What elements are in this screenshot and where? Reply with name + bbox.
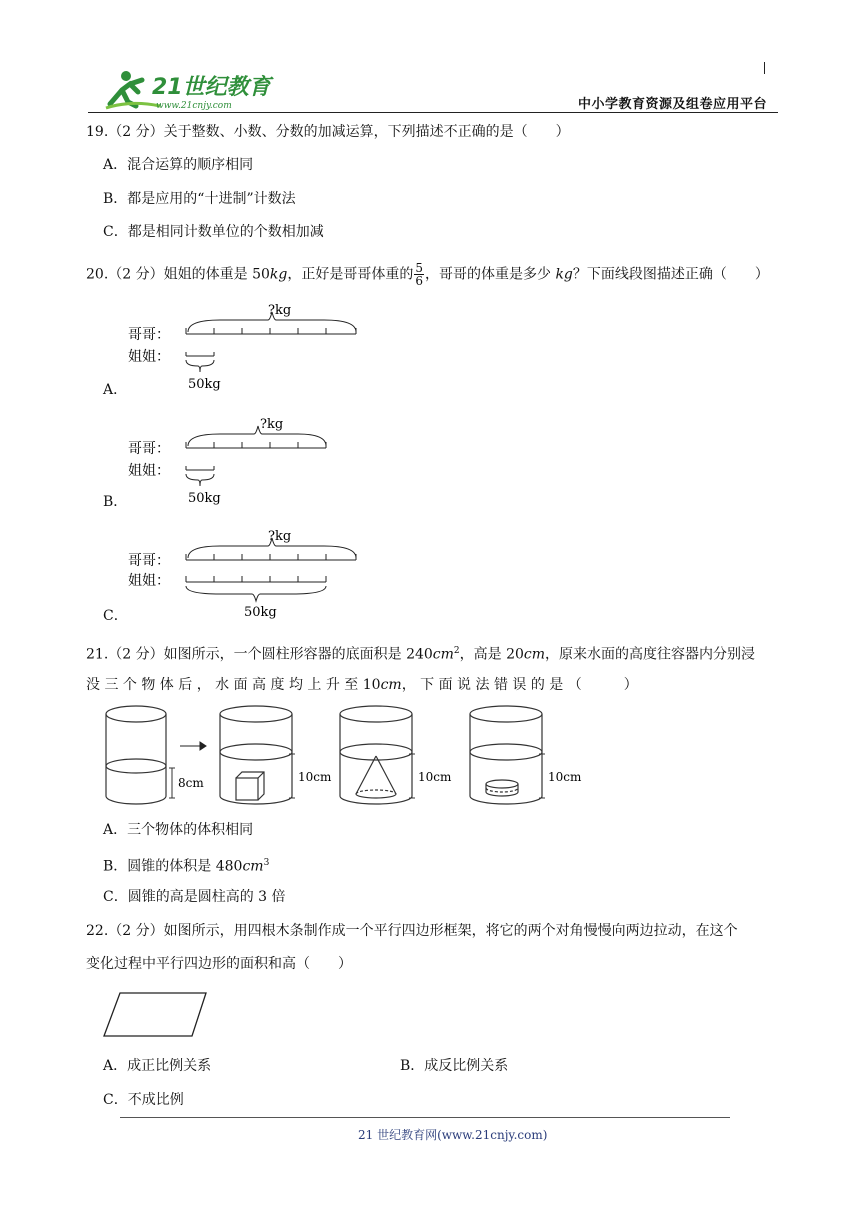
svg-text:姐姐：: 姐姐： — [128, 573, 170, 589]
q19-option-b[interactable]: B．都是应用的“十进制”计数法 — [103, 191, 296, 207]
platform-title: 中小学教育资源及组卷应用平台 — [578, 97, 768, 112]
q19-option-c[interactable]: C．都是相同计数单位的个数相加减 — [103, 224, 324, 240]
q20-option-a[interactable]: A． — [103, 382, 128, 398]
svg-text:?kg: ?kg — [260, 417, 284, 432]
svg-text:8cm: 8cm — [178, 776, 204, 790]
parallelogram-figure — [100, 990, 212, 1040]
q21-figure — [100, 700, 600, 812]
q22-option-b[interactable]: B．成反比例关系 — [400, 1058, 509, 1074]
cylinder-cone — [340, 706, 412, 804]
svg-text:姐姐：: 姐姐： — [128, 463, 170, 479]
header-mark — [764, 62, 765, 74]
q19-option-a[interactable]: A．混合运算的顺序相同 — [103, 157, 254, 173]
footer-divider — [120, 1117, 730, 1118]
svg-text:10cm: 10cm — [548, 770, 582, 784]
svg-text:50kg: 50kg — [244, 605, 277, 620]
q21-option-a[interactable]: A．三个物体的体积相同 — [103, 822, 254, 838]
q20-diagram-a[interactable] — [120, 298, 380, 394]
q19-stem: 19.（2 分）关于整数、小数、分数的加减运算，下列描述不正确的是（ ） — [86, 124, 570, 140]
q20-diagram-c[interactable] — [120, 524, 380, 620]
arrow-icon — [180, 742, 206, 750]
logo-main-text: 21世纪教育 — [152, 75, 271, 100]
svg-text:?kg: ?kg — [268, 303, 292, 318]
q21-option-b[interactable]: B．圆锥的体积是 $480cm^3$ — [103, 858, 270, 875]
q20-stem: 20.（2 分）姐姐的体重是 50kg，正好是哥哥体重的 $\frac{5}{6}$ ，哥哥的体重是多少 kg？下面线段图描述正确（ ） — [86, 261, 769, 288]
q21-stem-line2: 没 三 个 物 体 后 ， 水 面 高 度 均 上 升 至 10cm， 下 面 说 法 错 误 的 是 （ ） — [86, 677, 638, 693]
q22-stem-line1: 22.（2 分）如图所示，用四根木条制作成一个平行四边形框架，将它的两个对角慢慢向两边拉动，在这个 — [86, 923, 738, 939]
header-divider — [88, 112, 778, 113]
cylinder-disk — [470, 706, 542, 804]
logo-sub-text: www.21cnjy.com — [156, 101, 232, 111]
svg-text:姐姐：: 姐姐： — [128, 349, 170, 365]
svg-text:哥哥：: 哥哥： — [128, 327, 170, 343]
svg-text:50kg: 50kg — [188, 491, 221, 506]
svg-text:哥哥：: 哥哥： — [128, 553, 170, 569]
header-logo — [100, 64, 280, 114]
cylinder-original — [106, 706, 166, 804]
q22-option-a[interactable]: A．成正比例关系 — [103, 1058, 212, 1074]
cylinder-cube — [220, 706, 292, 804]
svg-text:10cm: 10cm — [298, 770, 332, 784]
fraction-5-6: $\frac{5}{6}$ — [415, 261, 423, 288]
q21-stem-line1: 21.（2 分）如图所示，一个圆柱形容器的底面积是 $240cm^2$，高是 20cm，原来水面的高度往容器内分别浸 — [86, 646, 756, 663]
q22-stem-line2: 变化过程中平行四边形的面积和高（ ） — [86, 956, 352, 972]
svg-text:哥哥：: 哥哥： — [128, 441, 170, 457]
q20-diagram-b[interactable] — [120, 412, 380, 508]
svg-text:50kg: 50kg — [188, 377, 221, 392]
svg-text:?kg: ?kg — [268, 529, 292, 544]
q21-option-c[interactable]: C．圆锥的高是圆柱高的 3 倍 — [103, 889, 286, 905]
footer-text: 21 世纪教育网(www.21cnjy.com) — [358, 1128, 548, 1142]
q20-option-c[interactable]: C． — [103, 608, 128, 624]
q22-option-c[interactable]: C．不成比例 — [103, 1092, 184, 1108]
svg-text:10cm: 10cm — [418, 770, 452, 784]
q20-option-b[interactable]: B． — [103, 494, 128, 510]
